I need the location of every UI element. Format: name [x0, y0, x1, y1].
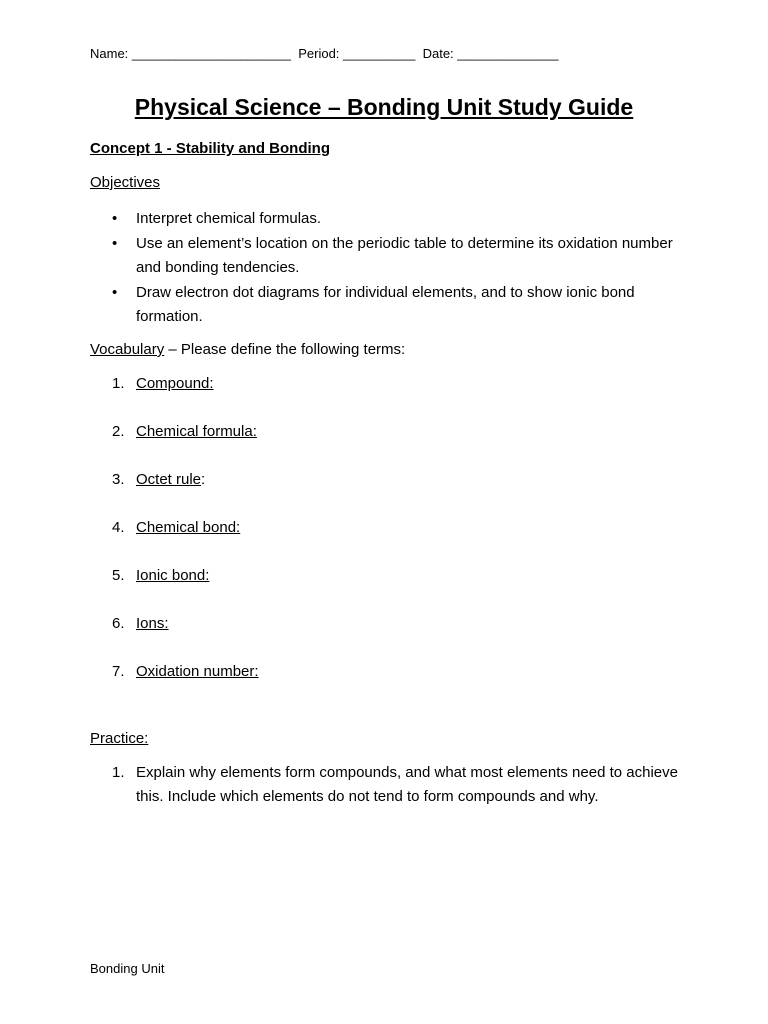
- bullet-dot-icon: •: [112, 284, 118, 301]
- practice-question: Explain why elements form compounds, and what most elements need to achieve this. Include which elements do not tend to form compounds and why.: [136, 764, 678, 805]
- practice-list: [90, 761, 680, 809]
- bullet-dot-icon: •: [112, 210, 118, 227]
- objective-text: Draw electron dot diagrams for individual elements, and to show ionic bond formation.: [136, 284, 635, 325]
- item-number: 1.: [112, 375, 125, 392]
- vocab-term: Chemical bond:: [136, 519, 241, 536]
- vocabulary-list: [90, 372, 259, 708]
- vocab-term: Oxidation number:: [136, 663, 259, 680]
- vocab-term: Chemical formula:: [136, 423, 257, 440]
- date-label: Date:: [422, 46, 454, 61]
- item-number: 7.: [112, 663, 125, 680]
- item-number: 1.: [112, 764, 125, 781]
- item-number: 2.: [112, 423, 125, 440]
- list-item: [90, 420, 259, 468]
- item-number: 5.: [112, 567, 125, 584]
- period-blank: __________: [343, 46, 416, 61]
- page-title: Physical Science – Bonding Unit Study Guide: [134, 94, 634, 120]
- item-number: 6.: [112, 615, 125, 632]
- vocabulary-instruction: – Please define the following terms:: [168, 341, 406, 358]
- vocabulary-heading: [90, 341, 405, 358]
- date-blank: ______________: [457, 46, 559, 61]
- item-number: 3.: [112, 471, 125, 488]
- item-number: 4.: [112, 519, 125, 536]
- vocab-term: Ionic bond:: [136, 567, 210, 584]
- student-info-line: [90, 46, 559, 61]
- objectives-label: Objectives: [90, 174, 161, 191]
- practice-label: Practice:: [90, 730, 149, 747]
- vocabulary-label: Vocabulary: [90, 341, 165, 358]
- name-blank: ______________________: [131, 46, 291, 61]
- list-item: [90, 612, 259, 660]
- list-item: [90, 468, 259, 516]
- list-item: [90, 516, 259, 564]
- vocab-suffix: :: [201, 471, 206, 488]
- list-item: [90, 761, 680, 809]
- page-footer: Bonding Unit: [90, 961, 165, 976]
- name-label: Name:: [90, 46, 129, 61]
- list-item: [90, 232, 680, 280]
- list-item: [90, 372, 259, 420]
- list-item: [90, 564, 259, 612]
- bullet-dot-icon: •: [112, 235, 118, 252]
- list-item: [90, 281, 680, 329]
- list-item: [90, 660, 259, 708]
- vocab-term: Ions:: [136, 615, 169, 632]
- objectives-list: [90, 207, 680, 330]
- vocab-term: Octet rule: [136, 471, 202, 488]
- objective-text: Interpret chemical formulas.: [136, 210, 322, 227]
- objective-text: Use an element’s location on the periodic table to determine its oxidation number and bonding tendencies.: [136, 235, 673, 276]
- vocab-term: Compound:: [136, 375, 214, 392]
- list-item: [90, 207, 680, 231]
- period-label: Period:: [298, 46, 340, 61]
- concept-heading: Concept 1 - Stability and Bonding: [90, 140, 330, 157]
